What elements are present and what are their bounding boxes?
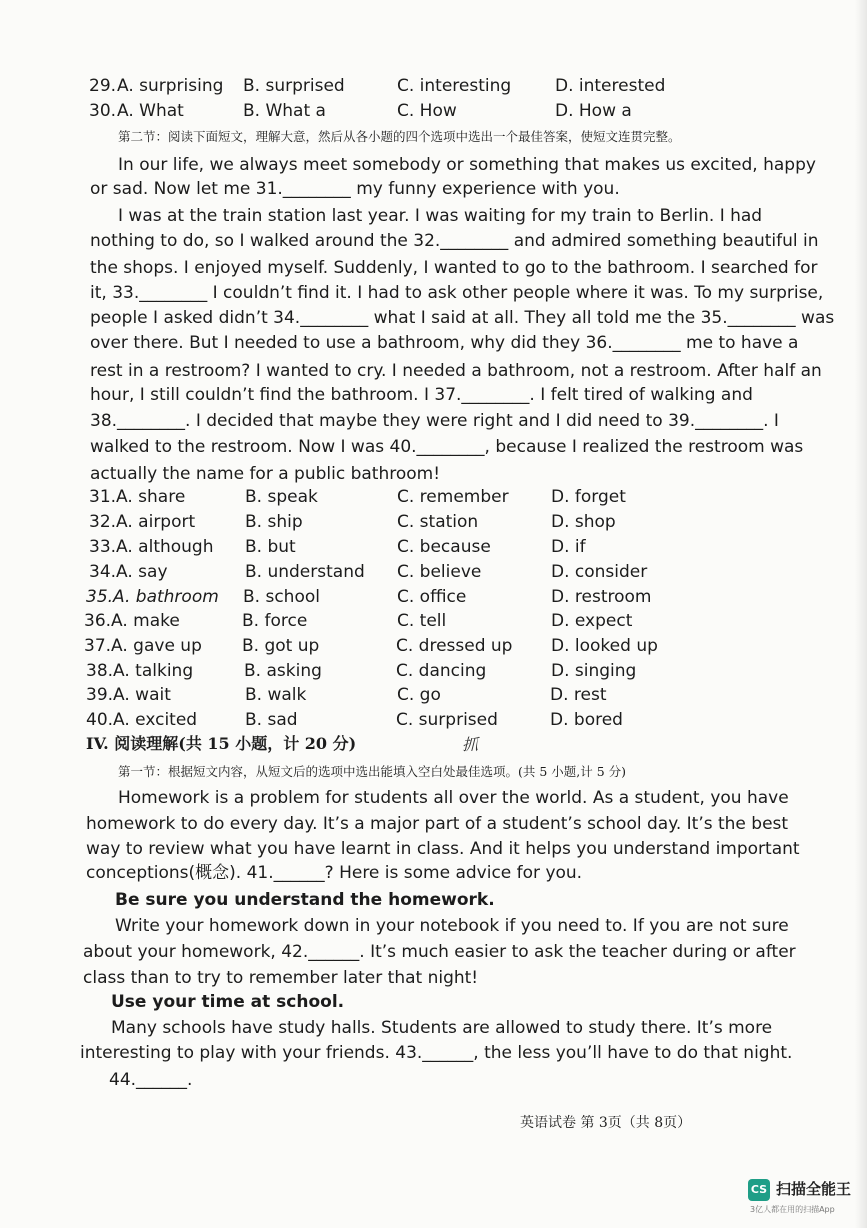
question-40-options — [0, 708, 867, 732]
question-38-options — [0, 659, 867, 683]
option-b: B. school — [243, 587, 320, 607]
part-4-sub-instruction: 第一节：根据短文内容，从短文后的选项中选出能填入空白处最佳选项。(共 5 小题,计 5 分) — [118, 764, 627, 779]
q29-option-c: C. interesting — [397, 76, 512, 96]
option-d: D. rest — [550, 685, 607, 705]
option-a: 39.A. wait — [86, 685, 171, 705]
question-33-options — [0, 535, 867, 559]
option-b: B. speak — [245, 487, 318, 507]
option-d: D. singing — [551, 661, 637, 681]
section-2-instruction: 第二节：阅读下面短文，理解大意，然后从各小题的四个选项中选出一个最佳答案，使短文连贯完整。 — [118, 129, 681, 144]
option-a: 38.A. talking — [86, 661, 194, 681]
reading-line: Homework is a problem for students all over the world. As a student, you have — [118, 788, 789, 808]
cloze-line: actually the name for a public bathroom! — [90, 464, 441, 484]
option-a: 36.A. make — [84, 611, 180, 631]
subheading-understand-homework: Be sure you understand the homework. — [115, 890, 495, 910]
cloze-line: walked to the restroom. Now I was 40.________, because I realized the restroom was — [90, 437, 804, 457]
cloze-line: I was at the train station last year. I was waiting for my train to Berlin. I had — [118, 206, 763, 226]
question-37-options — [0, 634, 867, 658]
cloze-line: hour, I still couldn’t find the bathroom. I 37.________. I felt tired of walking and — [90, 385, 753, 405]
handwritten-mark: 抓 — [462, 735, 479, 754]
q30-option-a: A. What — [117, 101, 184, 121]
option-a: 40.A. excited — [86, 710, 198, 730]
paragraph-line: class than to try to remember later that night! — [83, 968, 479, 988]
option-b: B. but — [245, 537, 296, 557]
cloze-line: the shops. I enjoyed myself. Suddenly, I wanted to go to the bathroom. I searched for — [90, 258, 818, 278]
option-b: B. understand — [245, 562, 365, 582]
option-b: B. asking — [244, 661, 322, 681]
question-39-options — [0, 683, 867, 707]
cloze-line: nothing to do, so I walked around the 32.________ and admired something beautiful in — [90, 231, 819, 251]
option-d: D. restroom — [551, 587, 652, 607]
cloze-line: over there. But I needed to use a bathroom, why did they 36.________ me to have a — [90, 333, 799, 353]
option-c: C. believe — [397, 562, 482, 582]
reading-line: conceptions(概念). 41.______? Here is some advice for you. — [86, 863, 583, 883]
cloze-line: 38.________. I decided that maybe they were right and I did need to 39.________. I — [90, 411, 779, 431]
q29-number: 29. — [89, 76, 117, 96]
paragraph-line: interesting to play with your friends. 43.______, the less you’ll have to do that night. — [80, 1043, 793, 1063]
cloze-line: people I asked didn’t 34.________ what I said at all. They all told me the 35.________ was — [90, 308, 835, 328]
q29-option-a: A. surprising — [117, 76, 224, 96]
option-d: D. consider — [551, 562, 648, 582]
option-b: B. walk — [245, 685, 307, 705]
option-d: D. forget — [551, 487, 626, 507]
question-34-options — [0, 560, 867, 584]
camscanner-name: 扫描全能王 — [776, 1180, 852, 1198]
q30-option-c: C. How — [397, 101, 457, 121]
question-30-options — [0, 99, 867, 123]
option-b: B. ship — [245, 512, 303, 532]
option-c: C. office — [397, 587, 467, 607]
option-c: C. surprised — [396, 710, 498, 730]
cloze-line: it, 33.________ I couldn’t find it. I had to ask other people where it was. To my surprise, — [90, 283, 824, 303]
cloze-line: or sad. Now let me 31.________ my funny experience with you. — [90, 179, 620, 199]
q30-number: 30. — [89, 101, 117, 121]
cloze-line: In our life, we always meet somebody or something that makes us excited, happy — [118, 155, 816, 175]
option-d: D. if — [551, 537, 586, 557]
q30-option-b: B. What a — [243, 101, 326, 121]
question-32-options — [0, 510, 867, 534]
subheading-use-time-at-school: Use your time at school. — [111, 992, 345, 1012]
scan-edge-shadow — [855, 0, 867, 1228]
camscanner-logo-icon: CS — [748, 1179, 770, 1201]
reading-line: homework to do every day. It’s a major part of a student’s school day. It’s the best — [86, 814, 789, 834]
option-a: 34.A. say — [89, 562, 168, 582]
camscanner-tagline: 3亿人都在用的扫描App — [750, 1205, 835, 1214]
option-a: 37.A. gave up — [84, 636, 202, 656]
paragraph-line: Many schools have study halls. Students are allowed to study there. It’s more — [111, 1018, 773, 1038]
option-c: C. go — [397, 685, 441, 705]
option-c: C. dressed up — [396, 636, 513, 656]
question-36-options — [0, 609, 867, 633]
option-c: C. because — [397, 537, 491, 557]
q29-option-b: B. surprised — [243, 76, 345, 96]
part-4-heading: IV. 阅读理解(共 15 小题，计 20 分) — [86, 734, 357, 753]
q29-option-d: D. interested — [555, 76, 666, 96]
question-31-options — [0, 485, 867, 509]
question-35-options — [0, 585, 867, 609]
option-b: B. sad — [245, 710, 298, 730]
option-c: C. tell — [397, 611, 447, 631]
option-a: 31.A. share — [89, 487, 186, 507]
option-d: D. shop — [551, 512, 616, 532]
question-29-options — [0, 74, 867, 98]
option-b: B. force — [242, 611, 308, 631]
cloze-line: rest in a restroom? I wanted to cry. I needed a bathroom, not a restroom. After half an — [90, 361, 822, 381]
option-d: D. bored — [550, 710, 623, 730]
paragraph-line: Write your homework down in your notebook if you need to. If you are not sure — [115, 916, 789, 936]
reading-line: way to review what you have learnt in class. And it helps you understand important — [86, 839, 800, 859]
option-a: 32.A. airport — [89, 512, 196, 532]
q30-option-d: D. How a — [555, 101, 632, 121]
option-a: 35.A. bathroom — [86, 587, 219, 607]
option-d: D. expect — [551, 611, 633, 631]
option-c: C. remember — [397, 487, 509, 507]
page-footer: 英语试卷 第 3页（共 8页） — [520, 1115, 692, 1131]
option-c: C. dancing — [396, 661, 487, 681]
paragraph-line: 44.______. — [109, 1070, 193, 1090]
option-d: D. looked up — [551, 636, 658, 656]
option-a: 33.A. although — [89, 537, 214, 557]
option-b: B. got up — [242, 636, 320, 656]
paragraph-line: about your homework, 42.______. It’s much easier to ask the teacher during or after — [83, 942, 796, 962]
option-c: C. station — [397, 512, 479, 532]
